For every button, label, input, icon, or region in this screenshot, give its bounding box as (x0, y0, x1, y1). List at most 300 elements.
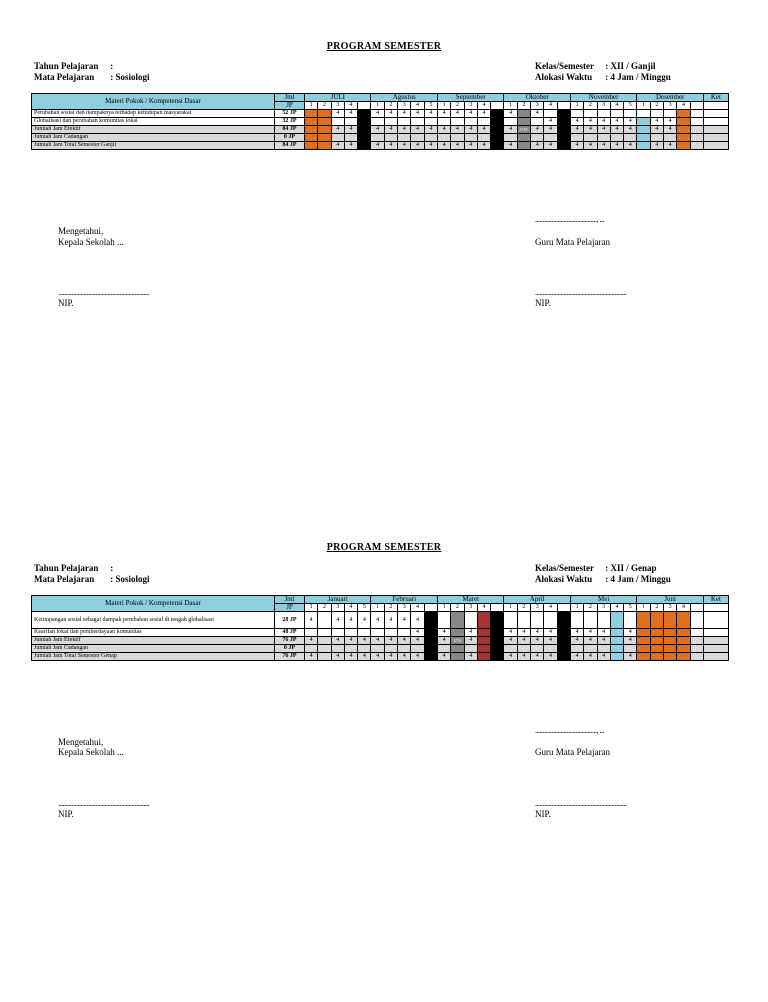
hours-cell: 4 (624, 118, 637, 126)
tempat-tanggal-field: ........................................., ... (535, 726, 604, 735)
break-cell (637, 134, 650, 142)
week-cell (690, 637, 703, 645)
hours-cell: 4 (371, 653, 384, 661)
month-header: April (504, 596, 570, 604)
hours-cell: 4 (437, 653, 450, 661)
hours-cell: 4 (597, 142, 610, 150)
week-cell (531, 612, 544, 629)
week-cell (318, 612, 331, 629)
materi-cell: Jumlah Jam Cadangan (32, 645, 275, 653)
hours-cell: 4 (305, 637, 318, 645)
week-cell (584, 134, 597, 142)
jp-cell: 48 JP (275, 629, 305, 637)
week-cell (610, 110, 623, 118)
week-cell (318, 629, 331, 637)
week-number: 4 (677, 102, 690, 110)
holiday-cell (664, 645, 677, 653)
hours-cell: 4 (384, 653, 397, 661)
hours-cell: 4 (384, 612, 397, 629)
week-cell (584, 612, 597, 629)
holiday-cell (637, 629, 650, 637)
blocked-cell (358, 126, 371, 134)
week-number: 1 (570, 102, 583, 110)
holiday-cell (677, 637, 690, 645)
week-cell (344, 134, 357, 142)
hours-cell: 4 (398, 126, 411, 134)
jp-cell: 84 JP (275, 142, 305, 150)
hours-cell: 4 (664, 126, 677, 134)
week-number (690, 102, 703, 110)
week-cell (597, 134, 610, 142)
week-cell (517, 612, 530, 629)
hours-cell: 4 (504, 637, 517, 645)
hours-cell: 4 (584, 126, 597, 134)
ket-cell (703, 142, 728, 150)
hours-cell: 4 (504, 629, 517, 637)
week-number: 2 (650, 102, 663, 110)
holiday-cell (637, 612, 650, 629)
hours-cell: 4 (664, 142, 677, 150)
uts-cell (517, 142, 530, 150)
week-cell (570, 134, 583, 142)
holiday-cell (637, 653, 650, 661)
week-number: 2 (584, 102, 597, 110)
mata-pelajaran-label: Mata Pelajaran (34, 72, 95, 82)
hours-cell: 4 (371, 110, 384, 118)
week-number: 1 (570, 604, 583, 612)
hours-cell: 4 (584, 629, 597, 637)
alokasi-waktu-value: : 4 Jam / Minggu (605, 72, 671, 82)
month-header: Juni (637, 596, 703, 604)
materi-row (32, 110, 729, 118)
week-number: 1 (371, 102, 384, 110)
week-cell (437, 645, 450, 653)
hours-cell: 4 (411, 126, 424, 134)
uts-cell (451, 629, 464, 637)
hours-cell: 4 (584, 142, 597, 150)
hours-cell: 4 (610, 118, 623, 126)
header-row (32, 94, 729, 102)
week-number: 2 (451, 102, 464, 110)
holiday-cell (650, 637, 663, 645)
week-cell (531, 118, 544, 126)
uts-cell: UTS (451, 637, 464, 645)
kelas-semester-row (535, 563, 657, 573)
hours-cell: 4 (398, 142, 411, 150)
week-number: 4 (544, 102, 557, 110)
hours-cell: 4 (305, 653, 318, 661)
holiday-cell (305, 134, 318, 142)
exam-cell (477, 612, 490, 629)
blocked-cell (491, 645, 504, 653)
kepsek-signature-line: ............................................................. (58, 799, 150, 808)
alokasi-waktu-label: Alokasi Waktu (535, 72, 593, 82)
week-cell (384, 118, 397, 126)
week-cell (371, 645, 384, 653)
month-header: Agustus (371, 94, 437, 102)
week-number: 3 (331, 102, 344, 110)
week-number: 1 (504, 102, 517, 110)
hours-cell: 4 (371, 126, 384, 134)
jml-header: Jml (275, 94, 305, 102)
uts-cell (517, 118, 530, 126)
summary-row (32, 637, 729, 645)
holiday-cell (318, 126, 331, 134)
exam-cell (477, 645, 490, 653)
week-number: 4 (544, 604, 557, 612)
kepsek-signature-line: ............................................................. (58, 288, 150, 297)
summary-row (32, 142, 729, 150)
hours-cell: 4 (331, 126, 344, 134)
alokasi-waktu-row (535, 574, 671, 584)
break-cell (637, 126, 650, 134)
blocked-cell (424, 612, 437, 629)
week-cell (464, 645, 477, 653)
alokasi-waktu-label: Alokasi Waktu (535, 574, 593, 584)
kepala-sekolah-label: Kepala Sekolah ... (58, 237, 124, 247)
exam-cell (477, 653, 490, 661)
materi-cell: Jumlah Jam Total Semester Ganjil (32, 142, 275, 150)
blocked-cell (491, 134, 504, 142)
hours-cell: 4 (464, 637, 477, 645)
hours-cell: 4 (570, 653, 583, 661)
hours-cell: 4 (531, 629, 544, 637)
week-cell (544, 110, 557, 118)
kepsek-nip-label: NIP. (58, 809, 74, 819)
month-header: Maret (437, 596, 503, 604)
week-cell (344, 118, 357, 126)
holiday-cell (677, 653, 690, 661)
week-cell (690, 118, 703, 126)
hours-cell: 4 (624, 629, 637, 637)
hours-cell: 4 (398, 110, 411, 118)
hours-cell: 4 (331, 612, 344, 629)
ket-header: Ket (703, 94, 728, 102)
hours-cell: 4 (371, 637, 384, 645)
materi-cell: Jumlah Jam Cadangan (32, 134, 275, 142)
program-semester-table (31, 595, 729, 661)
week-cell (504, 118, 517, 126)
ket-cell (703, 134, 728, 142)
month-header: Oktober (504, 94, 570, 102)
kelas-semester-row (535, 61, 656, 71)
hours-cell: 4 (570, 118, 583, 126)
week-cell (331, 645, 344, 653)
week-cell (424, 118, 437, 126)
week-cell (331, 629, 344, 637)
week-cell (411, 645, 424, 653)
week-number: 3 (597, 102, 610, 110)
hours-cell: 4 (570, 126, 583, 134)
hours-cell: 4 (411, 110, 424, 118)
hours-cell: 4 (517, 637, 530, 645)
week-number: 2 (318, 604, 331, 612)
blocked-cell (424, 645, 437, 653)
hours-cell: 4 (544, 118, 557, 126)
hours-cell: 4 (531, 110, 544, 118)
program-semester-table (31, 93, 729, 150)
holiday-cell (677, 126, 690, 134)
hours-cell: 4 (650, 126, 663, 134)
hours-cell: 4 (371, 142, 384, 150)
hours-cell: 4 (344, 110, 357, 118)
week-number (491, 102, 504, 110)
week-number: 2 (517, 604, 530, 612)
week-number: 4 (610, 102, 623, 110)
week-cell (305, 645, 318, 653)
week-cell (344, 629, 357, 637)
week-number: 5 (358, 604, 371, 612)
hours-cell: 4 (371, 612, 384, 629)
week-cell (690, 653, 703, 661)
blocked-cell (491, 637, 504, 645)
week-cell (477, 118, 490, 126)
week-number: 2 (517, 102, 530, 110)
week-number (690, 604, 703, 612)
blocked-cell (557, 629, 570, 637)
week-cell (464, 118, 477, 126)
week-number: 2 (451, 604, 464, 612)
hours-cell: 4 (517, 653, 530, 661)
hours-cell: 4 (464, 653, 477, 661)
hours-cell: 4 (544, 653, 557, 661)
materi-row (32, 612, 729, 629)
uts-cell (517, 134, 530, 142)
week-cell (570, 110, 583, 118)
week-number: 1 (637, 604, 650, 612)
week-cell (610, 134, 623, 142)
break-cell (610, 629, 623, 637)
hours-cell: 4 (584, 653, 597, 661)
week-number: 1 (371, 604, 384, 612)
tahun-pelajaran-label: Tahun Pelajaran (34, 61, 99, 71)
week-cell (305, 629, 318, 637)
hours-cell: 4 (477, 142, 490, 150)
hours-cell: 4 (331, 110, 344, 118)
hours-cell: 4 (411, 653, 424, 661)
summary-row (32, 653, 729, 661)
hours-cell: 4 (531, 637, 544, 645)
week-cell (384, 629, 397, 637)
jml-header: Jml (275, 596, 305, 604)
blocked-cell (491, 126, 504, 134)
blocked-cell (557, 612, 570, 629)
hours-cell: 4 (531, 653, 544, 661)
uts-cell (451, 612, 464, 629)
semester-genap-section (0, 501, 768, 1001)
holiday-cell (650, 629, 663, 637)
week-cell (384, 134, 397, 142)
break-cell (637, 142, 650, 150)
hours-cell: 4 (398, 653, 411, 661)
blocked-cell (491, 629, 504, 637)
hours-cell: 4 (384, 637, 397, 645)
week-cell (517, 645, 530, 653)
tempat-tanggal-field: ........................................., ... (535, 215, 604, 224)
week-cell (570, 645, 583, 653)
week-cell (398, 134, 411, 142)
blocked-cell (424, 637, 437, 645)
hours-cell: 4 (597, 118, 610, 126)
hours-cell: 4 (411, 637, 424, 645)
hours-cell: 4 (624, 653, 637, 661)
month-header: Februari (371, 596, 437, 604)
blocked-cell (358, 142, 371, 150)
hours-cell: 4 (331, 637, 344, 645)
hours-cell: 4 (464, 110, 477, 118)
week-number (424, 604, 437, 612)
mata-pelajaran-row (34, 72, 150, 82)
hours-cell: 4 (424, 126, 437, 134)
guru-mapel-label: Guru Mata Pelajaran (535, 237, 610, 247)
hours-cell: 4 (544, 126, 557, 134)
week-cell (411, 118, 424, 126)
holiday-cell (318, 110, 331, 118)
materi-row (32, 629, 729, 637)
break-cell (610, 645, 623, 653)
hours-cell: 4 (398, 637, 411, 645)
hours-cell: 4 (358, 612, 371, 629)
hours-cell: 4 (544, 629, 557, 637)
week-number (557, 102, 570, 110)
week-cell (597, 110, 610, 118)
blocked-cell (557, 134, 570, 142)
ket-subheader (703, 604, 728, 612)
hours-cell: 4 (650, 118, 663, 126)
hours-cell: 4 (504, 110, 517, 118)
hours-cell: 4 (305, 612, 318, 629)
jp-cell: 32 JP (275, 118, 305, 126)
hours-cell: 4 (650, 142, 663, 150)
week-cell (331, 134, 344, 142)
week-cell (398, 645, 411, 653)
week-cell (650, 110, 663, 118)
hours-cell: 4 (451, 142, 464, 150)
week-number: 1 (504, 604, 517, 612)
ket-cell (703, 629, 728, 637)
week-cell (690, 134, 703, 142)
week-cell (624, 110, 637, 118)
hours-cell: 4 (544, 637, 557, 645)
week-number (358, 102, 371, 110)
week-cell (624, 612, 637, 629)
header-row (32, 596, 729, 604)
week-number: 3 (464, 102, 477, 110)
week-cell (544, 134, 557, 142)
summary-row (32, 126, 729, 134)
week-cell (504, 134, 517, 142)
week-cell (477, 134, 490, 142)
week-cell (690, 629, 703, 637)
week-cell (690, 142, 703, 150)
jp-header: JP (275, 604, 305, 612)
blocked-cell (491, 118, 504, 126)
week-number: 5 (624, 604, 637, 612)
hours-cell: 4 (424, 142, 437, 150)
week-cell (584, 645, 597, 653)
uts-cell (451, 653, 464, 661)
materi-row (32, 118, 729, 126)
week-cell (451, 118, 464, 126)
week-cell (597, 645, 610, 653)
month-header: JULI (305, 94, 371, 102)
blocked-cell (557, 653, 570, 661)
week-cell (358, 645, 371, 653)
guru-nip-label: NIP. (535, 298, 551, 308)
page-title: PROGRAM SEMESTER (326, 542, 442, 553)
page-title: PROGRAM SEMESTER (326, 41, 442, 52)
hours-cell: 4 (358, 637, 371, 645)
jp-cell: 84 JP (275, 126, 305, 134)
week-cell (504, 645, 517, 653)
hours-cell: 4 (477, 126, 490, 134)
kepala-sekolah-label: Kepala Sekolah ... (58, 747, 124, 757)
guru-signature-line: ............................................................. (535, 288, 627, 297)
holiday-cell (664, 612, 677, 629)
week-number: 1 (637, 102, 650, 110)
blocked-cell (358, 134, 371, 142)
materi-cell: Globalisasi dan perubahan komunitas lokal (32, 118, 275, 126)
uts-cell (451, 645, 464, 653)
mata-pelajaran-value: : Sosiologi (110, 574, 150, 584)
hours-cell: 4 (584, 637, 597, 645)
hours-cell: 4 (570, 629, 583, 637)
week-cell (690, 110, 703, 118)
week-number: 3 (398, 604, 411, 612)
week-cell (318, 653, 331, 661)
materi-cell: Ketimpangan sosial sebagai dampak perubahan sosial di tengah globalisasi (32, 612, 275, 629)
holiday-cell (677, 142, 690, 150)
week-cell (451, 134, 464, 142)
ket-header: Ket (703, 596, 728, 604)
materi-cell: Jumlah Jam Efektif (32, 637, 275, 645)
hours-cell: 4 (504, 142, 517, 150)
week-number: 2 (584, 604, 597, 612)
tahun-pelajaran-row (34, 563, 113, 573)
ket-cell (703, 637, 728, 645)
week-cell (544, 612, 557, 629)
week-cell (398, 629, 411, 637)
exam-cell (477, 637, 490, 645)
holiday-cell (664, 629, 677, 637)
holiday-cell (318, 142, 331, 150)
week-number: 5 (624, 102, 637, 110)
hours-cell: 4 (398, 612, 411, 629)
hours-cell: 4 (517, 629, 530, 637)
holiday-cell (305, 126, 318, 134)
week-cell (318, 637, 331, 645)
jp-cell: 0 JP (275, 134, 305, 142)
hours-cell: 4 (437, 637, 450, 645)
materi-cell: Jumlah Jam Total Semester Genap (32, 653, 275, 661)
ket-cell (703, 653, 728, 661)
hours-cell: 4 (624, 126, 637, 134)
holiday-cell (318, 118, 331, 126)
holiday-cell (677, 110, 690, 118)
blocked-cell (557, 637, 570, 645)
week-number: 4 (411, 102, 424, 110)
week-cell (398, 118, 411, 126)
hours-cell: 4 (624, 637, 637, 645)
hours-cell: 4 (344, 126, 357, 134)
ket-subheader (703, 102, 728, 110)
week-number: 4 (677, 604, 690, 612)
hours-cell: 4 (384, 126, 397, 134)
holiday-cell (305, 110, 318, 118)
guru-nip-label: NIP. (535, 809, 551, 819)
blocked-cell (424, 653, 437, 661)
week-number: 5 (424, 102, 437, 110)
